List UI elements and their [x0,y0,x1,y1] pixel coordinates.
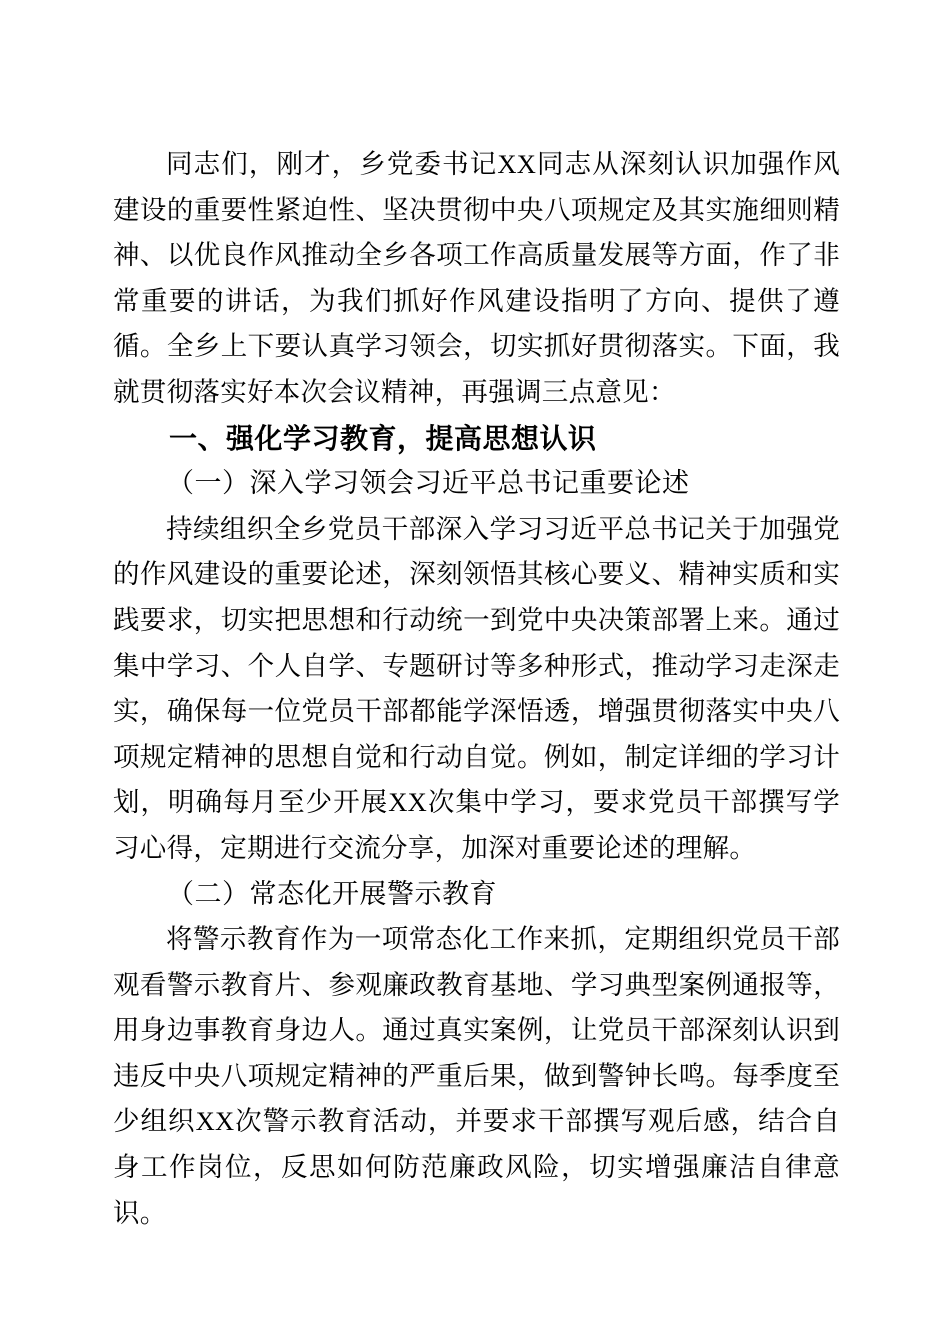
paragraph-warning-education: 将警示教育作为一项常态化工作来抓，定期组织党员干部观看警示教育片、参观廉政教育基地、学习典型案例通报等，用身边事教育身边人。通过真实案例，让党员干部深刻认识到违反中央八项规定精神的严重后果，做到警钟长鸣。每季度至少组织XX次警示教育活动，并要求干部撰写观后感，结合自身工作岗位，反思如何防范廉政风险，切实增强廉洁自律意识。 [113,924,840,1228]
section-heading-1: 一、强化学习教育，提高思想认识 [169,422,597,454]
subsection-heading-1-1: （一）深入学习领会习近平总书记重要论述 [167,468,690,500]
paragraph-study-education: 持续组织全乡党员干部深入学习习近平总书记关于加强党的作风建设的重要论述，深刻领悟其核心要义、精神实质和实践要求，切实把思想和行动统一到党中央决策部署上来。通过集中学习、个人自学、专题研讨等多种形式，推动学习走深走实，确保每一位党员干部都能学深悟透，增强贯彻落实中央八项规定精神的思想自觉和行动自觉。例如，制定详细的学习计划，明确每月至少开展XX次集中学习，要求党员干部撰写学习心得，定期进行交流分享，加深对重要论述的理解。 [113,513,840,863]
paragraph-opening-remarks: 同志们，刚才，乡党委书记XX同志从深刻认识加强作风建设的重要性紧迫性、坚决贯彻中央八项规定及其实施细则精神、以优良作风推动全乡各项工作高质量发展等方面，作了非常重要的讲话，为我们抓好作风建设指明了方向、提供了遵循。全乡上下要认真学习领会，切实抓好贯彻落实。下面，我就贯彻落实好本次会议精神，再强调三点意见： [113,149,840,407]
subsection-heading-1-2: （二）常态化开展警示教育 [167,878,497,910]
